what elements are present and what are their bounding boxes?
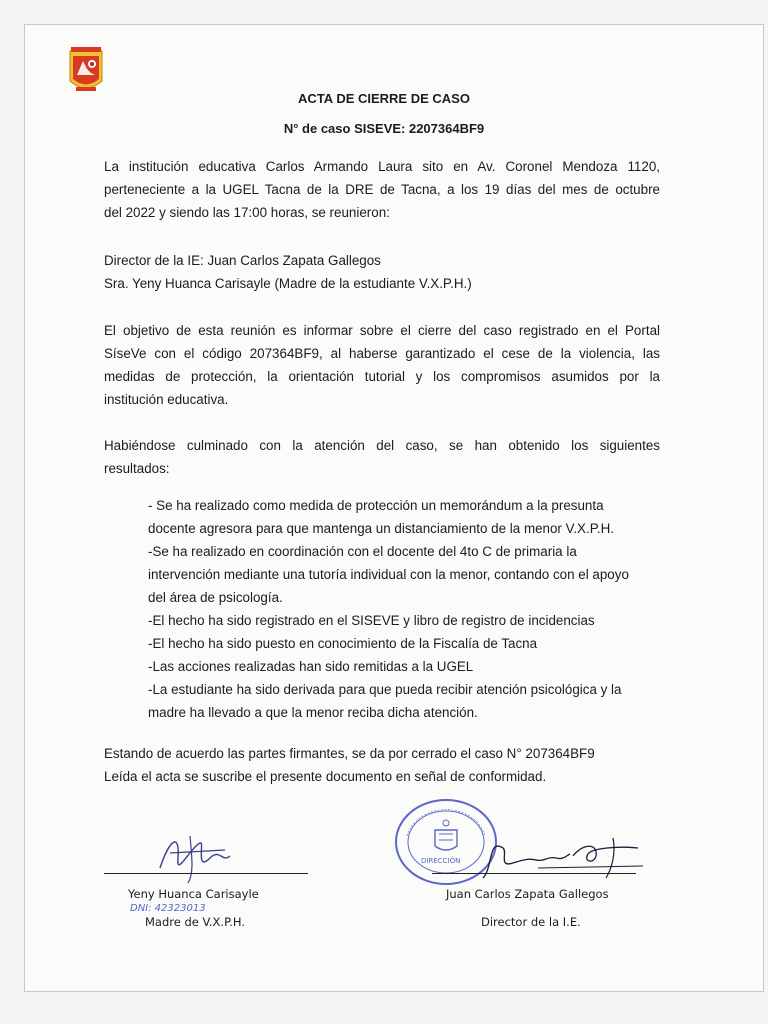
right-signature-scribble [478,828,648,888]
case-number: N° de caso SISEVE: 2207364BF9 [283,121,485,136]
closing-paragraph [104,742,660,788]
stamp-label: DIRECCIÓN [421,857,461,865]
intro-paragraph [104,155,660,224]
results-intro-line: resultados: [104,461,170,476]
left-signer-role: Madre de V.X.P.H. [145,915,245,929]
results-intro-line: Habiéndose culminado con la atención del caso, se han obtenido los siguientes [104,438,660,453]
right-signer-name: Juan Carlos Zapata Gallegos [446,887,609,901]
result-item-line: -Las acciones realizadas han sido remitidas a la UGEL [148,659,474,674]
result-item-line: -Se ha realizado en coordinación con el docente del 4to C de primaria la [148,544,577,559]
intro-line: del 2022 y siendo las 17:00 horas, se reunieron: [104,205,390,220]
intro-line: perteneciente a la UGEL Tacna de la DRE de Tacna, a los 19 días del mes de octubre [104,182,660,197]
objective-line: El objetivo de esta reunión es informar sobre el cierre del caso registrado en el Portal [104,323,660,338]
result-item-line: -El hecho ha sido puesto en conocimiento de la Fiscalía de Tacna [148,636,538,651]
result-item-line: intervención mediante una tutoría individual con la menor, contando con el apoyo [148,567,629,582]
results-list [148,494,660,724]
objective-line: medidas de protección, la orientación tutorial y los compromisos asumidos por la [104,369,660,384]
right-signer-role: Director de la I.E. [481,915,581,929]
left-signature-line [104,873,308,874]
results-intro [104,434,660,480]
result-item-line: del área de psicología. [148,590,283,605]
objective-paragraph [104,319,660,411]
result-item-line: docente agresora para que mantenga un distanciamiento de la menor V.X.P.H. [148,521,615,536]
left-signature-scribble [150,828,240,888]
school-logo-icon [67,45,105,95]
result-item-line: -La estudiante ha sido derivada para que pueda recibir atención psicológica y la [148,682,622,697]
document-title: ACTA DE CIERRE DE CASO [298,91,470,106]
closing-line: Estando de acuerdo las partes firmantes, se da por cerrado el caso N° 207364BF9 [104,746,595,761]
attendee-mother: Sra. Yeny Huanca Carisayle (Madre de la estudiante V.X.P.H.) [104,276,472,291]
attendees-list [104,249,660,295]
intro-line: La institución educativa Carlos Armando Laura sito en Av. Coronel Mendoza 1120, [104,159,660,174]
result-item-line: madre ha llevado a que la menor reciba dicha atención. [148,705,478,720]
right-signature-line [432,873,636,874]
result-item-line: - Se ha realizado como medida de protección un memorándum a la presunta [148,498,604,513]
attendee-director: Director de la IE: Juan Carlos Zapata Gallegos [104,253,381,268]
objective-line: institución educativa. [104,392,229,407]
objective-line: SíseVe con el código 207364BF9, al haberse garantizado el cese de la violencia, las [104,346,660,361]
closing-line: Leída el acta se suscribe el presente documento en señal de conformidad. [104,769,547,784]
left-signer-handwritten-id: DNI: 42323013 [130,903,206,914]
result-item-line: -El hecho ha sido registrado en el SISEVE y libro de registro de incidencias [148,613,595,628]
left-signer-name: Yeny Huanca Carisayle [128,887,259,901]
